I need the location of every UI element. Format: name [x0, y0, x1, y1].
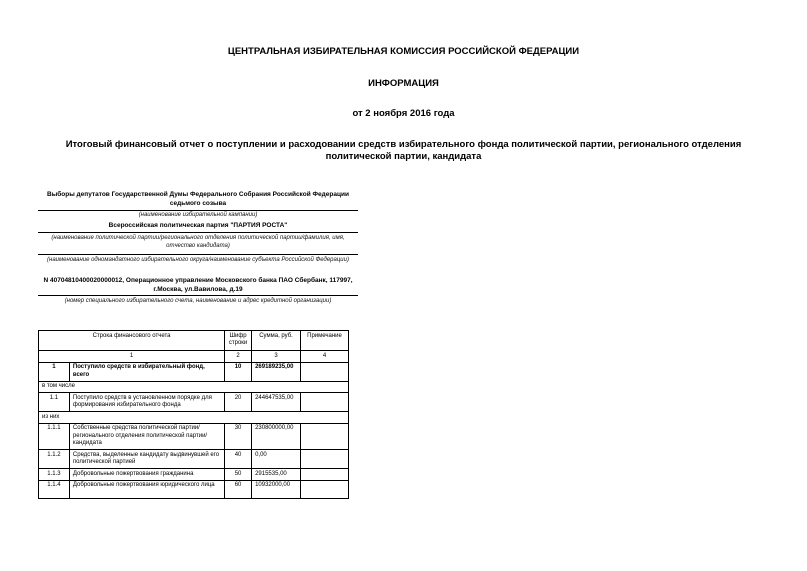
row-code: 60 [225, 480, 252, 498]
table-row [39, 450, 349, 469]
info-heading: ИНФОРМАЦИЯ [368, 78, 439, 89]
row-sum: 230800000,00 [252, 423, 301, 450]
row-name: Поступило средств в избирательный фонд, всего [69, 362, 224, 381]
divider [38, 232, 358, 233]
row-code: 30 [225, 423, 252, 450]
campaign-caption: (наименование избирательной кампании) [138, 212, 258, 218]
row-sum: 269189235,00 [252, 362, 301, 381]
col-header-code: Шифр строки [225, 331, 252, 351]
row-note [301, 423, 349, 450]
table-row [39, 423, 349, 450]
section-label-row [39, 412, 349, 424]
divider [38, 295, 358, 296]
row-number: 1.1.3 [39, 469, 70, 481]
row-note [301, 450, 349, 469]
row-note [301, 362, 349, 381]
row-number: 1.1.4 [39, 480, 70, 498]
account-caption: (номер специального избирательного счета, наименование и адрес кредитной организации) [64, 298, 332, 304]
section-label: в том числе [39, 381, 349, 393]
document-date: от 2 ноября 2016 года [352, 108, 455, 119]
report-title: Итоговый финансовый отчет о поступлении и расходовании средств избирательного фонда политической партии, регионального отделения политической партии, кандидата [65, 139, 742, 162]
row-note [301, 393, 349, 412]
section-label: из них [39, 412, 349, 424]
table-row [39, 469, 349, 481]
column-numbers-row [39, 351, 349, 363]
row-sum: 0,00 [252, 450, 301, 469]
row-note [301, 469, 349, 481]
party-name: Всероссийская политическая партия "ПАРТИЯ РОСТА" [108, 222, 288, 229]
campaign-name: Выборы депутатов Государственной Думы Федерального Собрания Российской Федерации седьмого созыва [47, 191, 349, 207]
row-name: Средства, выделенные кандидату выдвинувшей его политической партией [69, 450, 224, 469]
row-number: 1.1.2 [39, 450, 70, 469]
col-number: 3 [252, 351, 301, 363]
col-number: 1 [39, 351, 225, 363]
row-code: 20 [225, 393, 252, 412]
row-number: 1.1 [39, 393, 70, 412]
row-number: 1 [39, 362, 70, 381]
col-number: 2 [225, 351, 252, 363]
party-caption: (наименование политической партии/регионального отделения политической партии/фамилия, имя, отчество кандидата) [51, 235, 345, 249]
table-row [39, 393, 349, 412]
divider [38, 254, 358, 255]
table-row [39, 480, 349, 498]
row-sum: 244647535,00 [252, 393, 301, 412]
col-number: 4 [301, 351, 349, 363]
row-number: 1.1.1 [39, 423, 70, 450]
account-info: N 40704810400020000012, Операционное управление Московского банка ПАО Сбербанк, 117997, г.Москва, ул.Вавилова, д.19 [43, 277, 353, 293]
table-header-row [39, 331, 349, 351]
financial-table [38, 330, 349, 499]
row-name: Собственные средства политической партии/регионального отделения политической партии/кандидата [69, 423, 224, 450]
row-name: Поступило средств в установленном порядке для формирования избирательного фонда [69, 393, 224, 412]
table-row [39, 362, 349, 381]
row-sum: 10932000,00 [252, 480, 301, 498]
district-caption: (наименование одномандатного избирательного округа/наименование субъекта Российской Федерации) [47, 257, 349, 263]
col-header-line: Строка финансового отчета [39, 331, 225, 351]
col-header-sum: Сумма, руб. [252, 331, 301, 351]
col-header-note: Примечание [301, 331, 349, 351]
section-label-row [39, 381, 349, 393]
row-code: 40 [225, 450, 252, 469]
row-name: Добровольные пожертвования гражданина [69, 469, 224, 481]
row-name: Добровольные пожертвования юридического лица [69, 480, 224, 498]
row-sum: 2915535,00 [252, 469, 301, 481]
commission-title: ЦЕНТРАЛЬНАЯ ИЗБИРАТЕЛЬНАЯ КОМИССИЯ РОССИЙСКОЙ ФЕДЕРАЦИИ [227, 46, 580, 57]
row-code: 50 [225, 469, 252, 481]
row-note [301, 480, 349, 498]
row-code: 10 [225, 362, 252, 381]
